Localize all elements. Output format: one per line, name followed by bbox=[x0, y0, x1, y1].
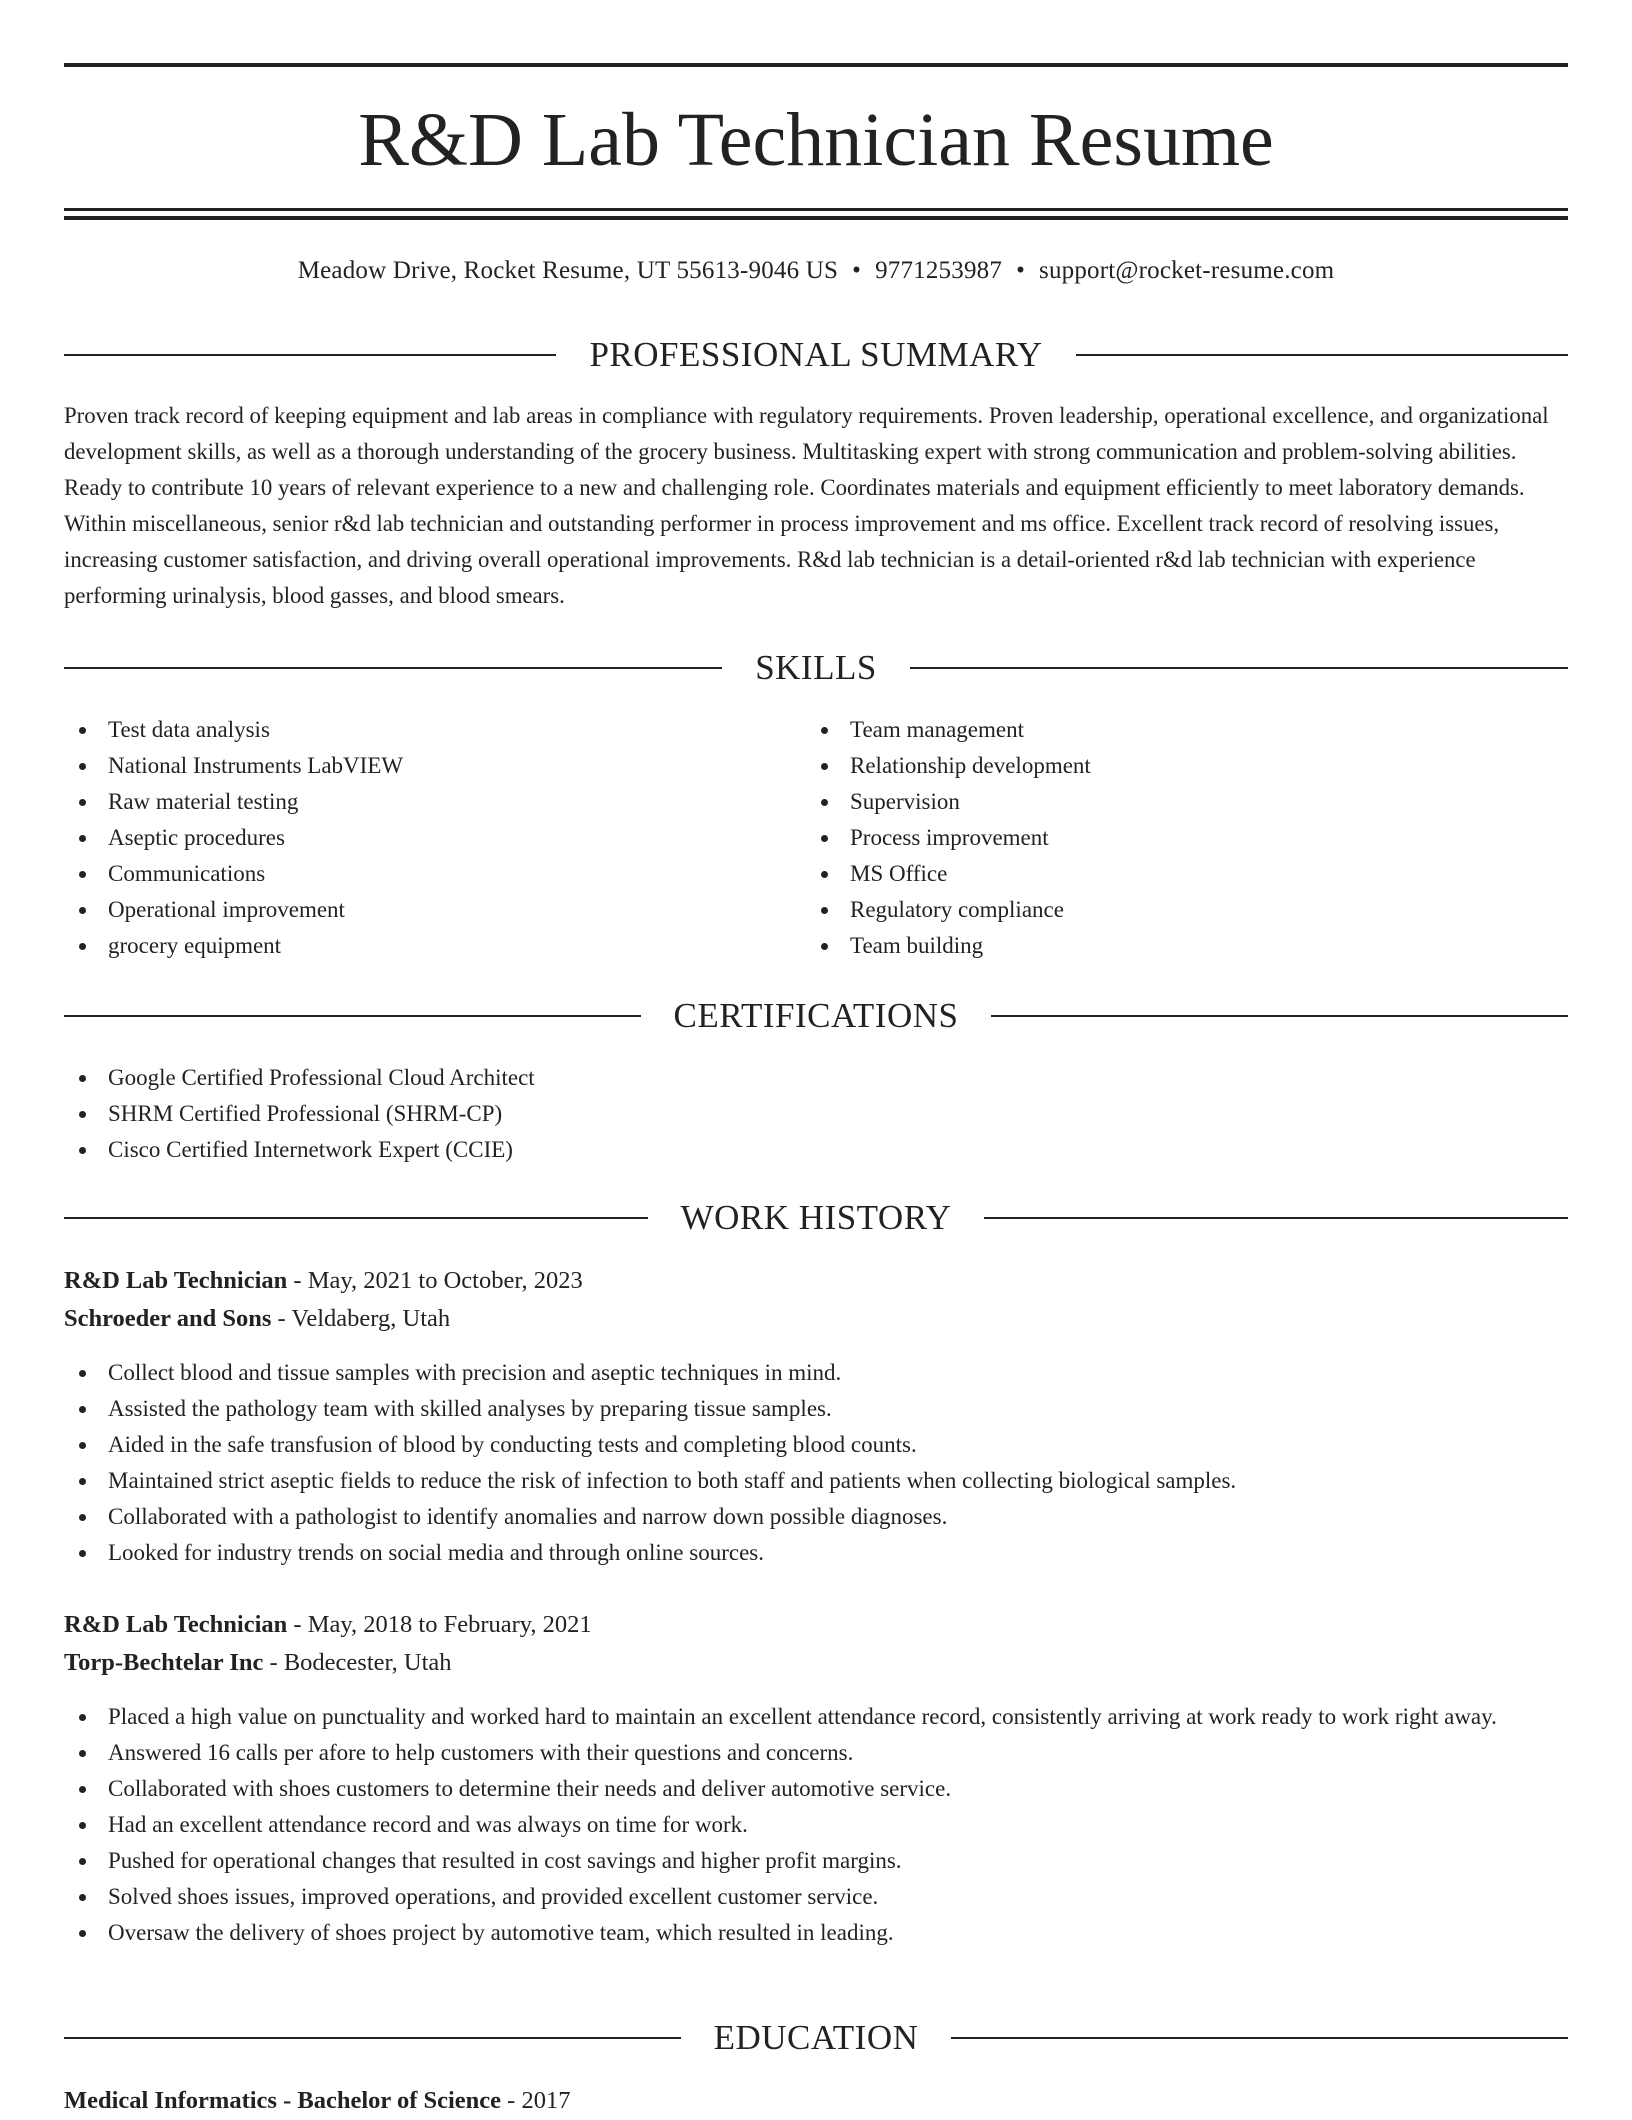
job-dates: - May, 2018 to February, 2021 bbox=[287, 1611, 592, 1638]
divider-line bbox=[64, 667, 722, 669]
skill-item: Team building bbox=[806, 928, 1566, 964]
skills-list-left bbox=[64, 712, 804, 964]
resume-title: R&D Lab Technician Resume bbox=[358, 98, 1274, 182]
title-double-rule bbox=[64, 208, 1568, 220]
section-title: EDUCATION bbox=[713, 2018, 919, 2057]
divider-line bbox=[984, 1217, 1568, 1219]
certification-item: Cisco Certified Internetwork Expert (CCIE) bbox=[64, 1132, 1568, 1168]
divider-line bbox=[910, 667, 1568, 669]
job-title: R&D Lab Technician bbox=[64, 1267, 288, 1294]
skill-item: grocery equipment bbox=[64, 928, 804, 964]
summary-text: Proven track record of keeping equipment and lab areas in compliance with regulatory requirements. Proven leadership, operational excellence, and organizational development skills, as well as a thorough understanding of the grocery business. Multitasking expert with strong communication and problem-solving abilities. Ready to contribute 10 years of relevant experience to a new and challenging role. Coordinates materials and equipment efficiently to meet laboratory demands. Within miscellaneous, senior r&d lab technician and outstanding performer in process improvement and ms office. Excellent track record of resolving issues, increasing customer satisfaction, and driving overall operational improvements. R&d lab technician is a detail-oriented r&d lab technician with experience performing urinalysis, blood gasses, and blood smears. bbox=[64, 403, 1549, 608]
skill-item: National Instruments LabVIEW bbox=[64, 748, 804, 784]
job-company-line bbox=[64, 1644, 1568, 1682]
skill-item: Aseptic procedures bbox=[64, 820, 804, 856]
job-title-line bbox=[64, 1606, 1568, 1644]
job-title: R&D Lab Technician bbox=[64, 1611, 288, 1638]
skill-item: Communications bbox=[64, 856, 804, 892]
job-company: Schroeder and Sons bbox=[64, 1305, 272, 1332]
skills-list-right bbox=[806, 712, 1566, 964]
divider-line bbox=[64, 1217, 648, 1219]
divider-line bbox=[1076, 354, 1568, 356]
summary-heading bbox=[64, 333, 1568, 377]
education-line bbox=[64, 2082, 1568, 2120]
job-bullet: Solved shoes issues, improved operations, and provided excellent customer service. bbox=[64, 1879, 1568, 1915]
skill-item: Team management bbox=[806, 712, 1566, 748]
education-year: - 2017 bbox=[501, 2087, 571, 2114]
job-location: - Bodecester, Utah bbox=[263, 1649, 452, 1676]
job-company: Torp-Bechtelar Inc bbox=[64, 1649, 264, 1676]
job-bullet: Looked for industry trends on social media and through online sources. bbox=[64, 1535, 1568, 1571]
certification-item: SHRM Certified Professional (SHRM-CP) bbox=[64, 1096, 1568, 1132]
job-dates: - May, 2021 to October, 2023 bbox=[287, 1267, 583, 1294]
contact-separator: • bbox=[1016, 257, 1026, 284]
skill-item: MS Office bbox=[806, 856, 1566, 892]
contact-address: Meadow Drive, Rocket Resume, UT 55613-9046 US bbox=[297, 257, 839, 284]
work-history-heading bbox=[64, 1196, 1568, 1240]
job-bullet: Collect blood and tissue samples with precision and aseptic techniques in mind. bbox=[64, 1355, 1568, 1391]
certifications-list bbox=[64, 1060, 1568, 1168]
skill-item: Regulatory compliance bbox=[806, 892, 1566, 928]
job-bullets bbox=[64, 1355, 1568, 1571]
top-rule bbox=[64, 63, 1568, 67]
education-degree: Medical Informatics - Bachelor of Science bbox=[64, 2087, 502, 2114]
job-bullet: Aided in the safe transfusion of blood by conducting tests and completing blood counts. bbox=[64, 1427, 1568, 1463]
divider-line bbox=[951, 2037, 1568, 2039]
contact-separator: • bbox=[852, 257, 862, 284]
divider-line bbox=[991, 1015, 1568, 1017]
section-title: CERTIFICATIONS bbox=[673, 996, 959, 1035]
skills-heading bbox=[64, 646, 1568, 690]
section-title: SKILLS bbox=[755, 648, 877, 687]
job-bullet: Had an excellent attendance record and was always on time for work. bbox=[64, 1807, 1568, 1843]
job-bullet: Collaborated with shoes customers to determine their needs and deliver automotive service. bbox=[64, 1771, 1568, 1807]
job-company-line bbox=[64, 1300, 1568, 1338]
job-bullet: Maintained strict aseptic fields to reduce the risk of infection to both staff and patients when collecting biological samples. bbox=[64, 1463, 1568, 1499]
divider-line bbox=[64, 354, 556, 356]
job-title-line bbox=[64, 1262, 1568, 1300]
job-bullet: Oversaw the delivery of shoes project by automotive team, which resulted in leading. bbox=[64, 1915, 1568, 1951]
job-bullets bbox=[64, 1699, 1568, 1951]
contact-phone: 9771253987 bbox=[875, 257, 1003, 284]
skill-item: Operational improvement bbox=[64, 892, 804, 928]
divider-line bbox=[64, 1015, 641, 1017]
education-heading bbox=[64, 2016, 1568, 2060]
skill-item: Test data analysis bbox=[64, 712, 804, 748]
job-bullet: Collaborated with a pathologist to identify anomalies and narrow down possible diagnoses. bbox=[64, 1499, 1568, 1535]
job-bullet: Assisted the pathology team with skilled analyses by preparing tissue samples. bbox=[64, 1391, 1568, 1427]
job-bullet: Answered 16 calls per afore to help customers with their questions and concerns. bbox=[64, 1735, 1568, 1771]
job-bullet: Pushed for operational changes that resulted in cost savings and higher profit margins. bbox=[64, 1843, 1568, 1879]
contact-email: support@rocket-resume.com bbox=[1039, 257, 1335, 284]
contact-line bbox=[64, 254, 1568, 288]
section-title: PROFESSIONAL SUMMARY bbox=[589, 335, 1043, 374]
skill-item: Supervision bbox=[806, 784, 1566, 820]
certification-item: Google Certified Professional Cloud Architect bbox=[64, 1060, 1568, 1096]
job-bullet: Placed a high value on punctuality and worked hard to maintain an excellent attendance record, consistently arriving at work ready to work right away. bbox=[64, 1699, 1568, 1735]
divider-line bbox=[64, 2037, 681, 2039]
certifications-heading bbox=[64, 994, 1568, 1038]
skill-item: Process improvement bbox=[806, 820, 1566, 856]
skill-item: Relationship development bbox=[806, 748, 1566, 784]
section-title: WORK HISTORY bbox=[680, 1198, 952, 1237]
job-location: - Veldaberg, Utah bbox=[271, 1305, 451, 1332]
skill-item: Raw material testing bbox=[64, 784, 804, 820]
